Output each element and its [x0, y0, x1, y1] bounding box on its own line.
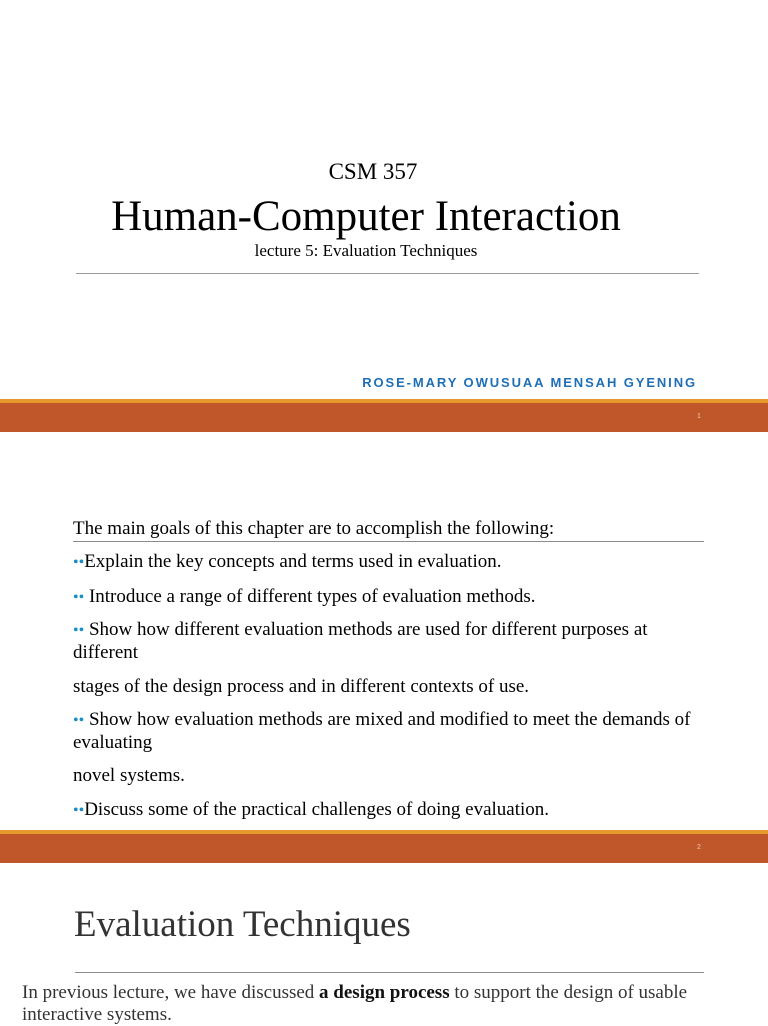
list-item	[73, 799, 703, 822]
bullet-icon: ••	[73, 589, 85, 606]
author-name: ROSE-MARY OWUSUAA MENSAH GYENING	[362, 375, 697, 390]
list-item-continuation: stages of the design process and in different contexts of use.	[73, 676, 530, 697]
slide-title: Human-Computer Interaction	[111, 193, 621, 240]
bullet-icon: ••	[73, 554, 85, 571]
goal-text: Show how different evaluation methods are used for different purposes at different	[73, 619, 648, 663]
list-item	[73, 709, 703, 754]
paragraph-text: to support the design of usable interactive systems.	[22, 982, 688, 1025]
slide-footer-bar	[0, 403, 768, 432]
goals-divider	[73, 541, 704, 542]
page-number: 2	[697, 844, 701, 851]
bullet-icon: ••	[73, 712, 85, 729]
page-number: 1	[697, 413, 701, 420]
goal-text: Show how evaluation methods are mixed and modified to meet the demands of evaluating	[73, 709, 691, 753]
bullet-icon: ••	[73, 802, 85, 819]
paragraph-text: In previous lecture, we have discussed	[22, 982, 320, 1003]
list-item	[73, 586, 703, 609]
goal-text: Explain the key concepts and terms used in evaluation.	[84, 551, 502, 572]
list-item	[73, 619, 703, 664]
goals-intro: The main goals of this chapter are to accomplish the following:	[73, 518, 555, 539]
course-code: CSM 357	[328, 159, 418, 184]
slide-footer-bar	[0, 834, 768, 863]
section-title: Evaluation Techniques	[74, 904, 411, 945]
slide-subtitle: lecture 5: Evaluation Techniques	[254, 241, 478, 260]
body-paragraph	[22, 982, 722, 1026]
title-divider	[76, 273, 699, 274]
bullet-icon: ••	[73, 622, 85, 639]
goal-text: Discuss some of the practical challenges of doing evaluation.	[84, 799, 550, 820]
goal-text: Introduce a range of different types of evaluation methods.	[84, 586, 536, 607]
list-item	[73, 551, 703, 574]
list-item-continuation: novel systems.	[73, 765, 185, 786]
title-divider	[75, 972, 704, 973]
paragraph-emphasis: a design process	[319, 982, 450, 1003]
